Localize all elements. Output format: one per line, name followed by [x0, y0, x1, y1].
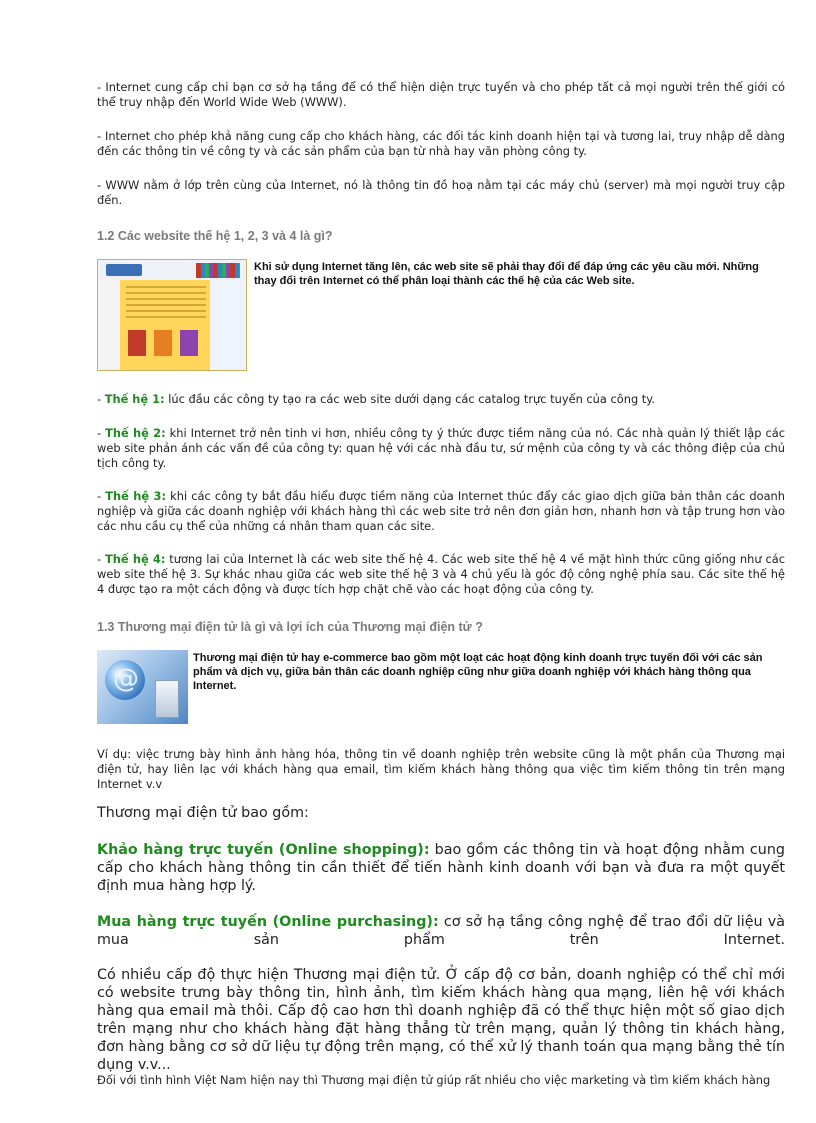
- online-purchasing-text: cơ sở hạ tầng công nghệ để trao đổi dữ liệu và mua sản phẩm trên Internet.: [97, 914, 786, 948]
- generation-4-label: Thế hệ 4:: [105, 552, 166, 566]
- online-shopping-label: Khảo hàng trực tuyến (Online shopping):: [97, 842, 430, 858]
- website-screenshot-icon: [97, 259, 247, 371]
- online-shopping-paragraph: [97, 841, 785, 895]
- generation-3-text: khi các công ty bắt đầu hiểu được tiềm năng của Internet thúc đẩy các giao dịch giữa bản thân các doanh nghiệp và giữa các doanh nghiệp với khách hàng thì các web site trở nên đơn giản hơn, nhanh hơn và tập trung hơn vào các nhu cầu cụ thể của những cá nhân tham quan các site.: [97, 489, 785, 533]
- includes-line: Thương mại điện tử bao gồm:: [97, 805, 309, 821]
- generation-3-label: Thế hệ 3:: [105, 489, 167, 503]
- section-1-2-caption: Khi sử dụng Internet tăng lên, các web site sẽ phải thay đổi để đáp ứng các yêu cầu mới. Những thay đổi trên Internet có thể phân loại thành các thế hệ của các Web site.: [254, 261, 759, 287]
- generation-2-paragraph: - Thế hệ 2: khi Internet trở nên tinh vi hơn, nhiều công ty ý thức được tiềm năng của nó. Các nhà quản lý thiết lập các web site phản ánh các vấn đề của công ty: quan hệ với các nhà đầu tư, sứ mệnh của công ty và các thông điệp của chủ tịch công ty.: [97, 426, 785, 470]
- vietnam-paragraph: Đối với tình hình Việt Nam hiện nay thì Thương mại điện tử giúp rất nhiều cho việc marketing và tìm kiếm khách hàng: [97, 1073, 771, 1087]
- section-heading-1-2: 1.2 Các website thế hệ 1, 2, 3 và 4 là gì?: [97, 229, 333, 243]
- generation-4-paragraph: - Thế hệ 4: tương lai của Internet là các web site thế hệ 4. Các web site thế hệ 4 về mặt hình thức cũng giống như các web site thế hệ 3. Sự khác nhau giữa các web site thế hệ 3 và 4 chủ yếu là góc độ công nghệ phía sau. Các site thế hệ 4 được tạo ra một cách động và được tích hợp chặt chẽ vào các hoạt động của công ty.: [97, 552, 785, 596]
- generation-4-text: tương lai của Internet là các web site thế hệ 4. Các web site thế hệ 4 về mặt hình thức cũng giống như các web site thế hệ 3. Sự khác nhau giữa các web site thế hệ 3 và 4 chủ yếu là góc độ công nghệ phía sau. Các site thế hệ 4 được tạo ra một cách động và được tích hợp chặt chẽ vào các hoạt động của công ty.: [97, 552, 785, 596]
- section-1-3-caption: Thương mại điện tử hay e-commerce bao gồm một loạt các hoạt động kinh doanh trực tuyến đối với các sản phẩm và dịch vụ, giữa bản thân các doanh nghiệp cũng như giữa doanh nghiệp với khách hàng thông qua Internet.: [193, 652, 763, 692]
- online-purchasing-label: Mua hàng trực tuyến (Online purchasing):: [97, 914, 439, 930]
- online-shopping-text: bao gồm các thông tin và hoạt động nhằm cung cấp cho khách hàng thông tin cần thiết để tiến hành kinh doanh với bạn và đưa ra một quyết định mua hàng hợp lý.: [97, 842, 785, 894]
- generation-1-paragraph: - Thế hệ 1: lúc đầu các công ty tạo ra các web site dưới dạng các catalog trực tuyến của công ty.: [97, 392, 656, 406]
- ecommerce-globe-icon: @: [97, 650, 188, 724]
- online-purchasing-paragraph: [97, 913, 785, 949]
- intro-paragraph-1: - Internet cung cấp chi bạn cơ sở hạ tầng để có thể hiện diện trực tuyến và cho phép tất cả mọi người trên thế giới có thể truy nhập đến World Wide Web (WWW).: [97, 80, 785, 109]
- generation-3-paragraph: - Thế hệ 3: khi các công ty bắt đầu hiểu được tiềm năng của Internet thúc đẩy các giao dịch giữa bản thân các doanh nghiệp và giữa các doanh nghiệp với khách hàng thì các web site trở nên đơn giản hơn, nhanh hơn và tập trung hơn vào các nhu cầu cụ thể của những cá nhân tham quan các site.: [97, 489, 785, 533]
- example-paragraph: Ví dụ: việc trưng bày hình ảnh hàng hóa, thông tin về doanh nghiệp trên website cũng là một phần của Thương mại điện tử, hay liên lạc với khách hàng qua email, tìm kiếm khách hàng thông qua việc tìm kiếm thông tin trên mạng Internet v.v: [97, 747, 785, 791]
- section-heading-1-3: 1.3 Thương mại điện tử là gì và lợi ích của Thương mại điện tử ?: [97, 620, 483, 634]
- generation-2-label: Thế hệ 2:: [105, 426, 166, 440]
- intro-paragraph-2: - Internet cho phép khả năng cung cấp cho khách hàng, các đối tác kinh doanh hiện tại và tương lai, truy nhập dễ dàng đến các thông tin về công ty và các sản phẩm của bạn từ nhà hay văn phòng công ty.: [97, 129, 785, 158]
- levels-paragraph: Có nhiều cấp độ thực hiện Thương mại điện tử. Ở cấp độ cơ bản, doanh nghiệp có thể chỉ mới có website trưng bày thông tin, hình ảnh, tìm kiếm khách hàng qua mạng, liên hệ với khách hàng qua email mà thôi. Cấp độ cao hơn thì doanh nghiệp đã có thể thực hiện một số giao dịch trên mạng như cho khách hàng đặt hàng thẳng từ trên mạng, quản lý thông tin khách hàng, đơn hàng bằng cơ sở dữ liệu tự động trên mạng, có thể xử lý thanh toán qua mạng bằng thẻ tín dụng v.v...: [97, 967, 785, 1073]
- generation-1-label: Thế hệ 1:: [104, 392, 165, 406]
- intro-paragraph-3: - WWW nằm ở lớp trên cùng của Internet, nó là thông tin đồ hoạ nằm tại các máy chủ (server) mà mọi người truy cập đến.: [97, 178, 785, 207]
- generation-1-text: lúc đầu các công ty tạo ra các web site dưới dạng các catalog trực tuyến của công ty.: [164, 392, 656, 406]
- generation-2-text: khi Internet trở nên tinh vi hơn, nhiều công ty ý thức được tiềm năng của nó. Các nhà quản lý thiết lập các web site phản ánh các vấn đề của công ty: quan hệ với các nhà đầu tư, sứ mệnh của công ty và các thông điệp của chủ tịch công ty.: [97, 426, 785, 470]
